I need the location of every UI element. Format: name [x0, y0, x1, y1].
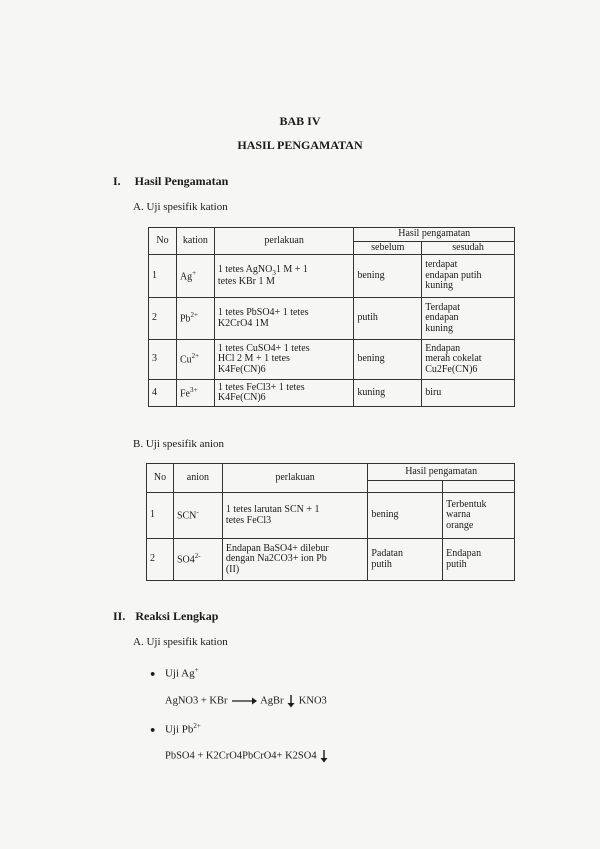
cell-no: 3	[149, 340, 177, 380]
section-1-title: Hasil Pengamatan	[134, 174, 229, 188]
subsection-a-title: Uji spesifik kation	[146, 201, 228, 213]
col-header-no: No	[149, 228, 177, 255]
cell-after: Terdapat endapan kuning	[422, 298, 515, 340]
cell-ion: $Pb^{2+}$	[176, 298, 214, 340]
table-header-row	[147, 464, 515, 481]
col-header-after: sesudah	[422, 241, 515, 255]
equation-product: AgBr	[260, 695, 284, 707]
cell-after: Endapan merah cokelat Cu2Fe(CN)6	[422, 340, 515, 380]
col-header-treatment: perlakuan	[214, 228, 353, 255]
anion-table	[146, 463, 515, 581]
cell-after: Endapan putih	[443, 539, 515, 581]
reaction-item: ● Uji $Pb^{2+}$	[150, 722, 201, 736]
table-header-row	[149, 228, 515, 242]
precipitate-arrow-icon	[286, 694, 296, 708]
col-header-before-empty	[368, 481, 443, 493]
table-row	[149, 298, 515, 340]
section-2-heading	[113, 609, 218, 624]
subsection-b-number: B.	[133, 438, 144, 450]
cell-no: 1	[147, 493, 174, 539]
cell-before: putih	[354, 298, 422, 340]
col-header-after-empty	[443, 481, 515, 493]
table-row	[149, 340, 515, 380]
cell-before: bening	[354, 340, 422, 380]
cell-treatment: 1 tetes FeCl3+ 1 tetes K4Fe(CN)6	[214, 380, 353, 407]
cell-treatment: 1 tetes PbSO4+ 1 tetes K2CrO4 1M	[214, 298, 353, 340]
cell-ion: $SO4^{2-}$	[173, 539, 222, 581]
col-header-anion: anion	[173, 464, 222, 493]
reaction-arrow-icon	[230, 696, 258, 706]
bullet-icon: ●	[150, 668, 156, 679]
reaction-label: Uji Pb	[164, 723, 194, 736]
cell-after: Terbentuk warna orange	[443, 493, 515, 539]
cell-no: 4	[149, 380, 177, 407]
col-header-result: Hasil pengamatan	[368, 464, 515, 481]
cell-before: bening	[368, 493, 443, 539]
reaction-equation	[165, 694, 327, 708]
subsection-a2-title: Uji spesifik kation	[146, 636, 228, 648]
cell-treatment: Endapan BaSO4+ dilebur dengan Na2CO3+ ion Pb (II)	[222, 539, 367, 581]
subsection-b-heading	[133, 438, 224, 450]
cell-before: bening	[354, 255, 422, 298]
reaction-item: ● Uji Ag+	[150, 666, 199, 680]
cation-table	[148, 227, 515, 407]
col-header-treatment: perlakuan	[222, 464, 367, 493]
cell-no: 2	[147, 539, 174, 581]
col-header-result: Hasil pengamatan	[354, 228, 515, 242]
table-row	[149, 255, 515, 298]
section-2-title: Reaksi Lengkap	[135, 609, 219, 623]
cell-treatment: 1 tetes CuSO4+ 1 tetes HCl 2 M + 1 tetes K4Fe(CN)6	[214, 340, 353, 380]
cell-no: 2	[149, 298, 177, 340]
cell-ion: $Cu^{2+}$	[176, 340, 214, 380]
reaction-label: Uji Ag	[164, 667, 195, 680]
cell-after: terdapat endapan putih kuning	[422, 255, 515, 298]
subsection-a2-heading	[133, 636, 228, 648]
section-2-number: II.	[113, 609, 126, 623]
subsection-a2-number: A.	[133, 636, 144, 648]
equation-reactants: AgNO3 + KBr	[165, 695, 228, 707]
table-row	[147, 539, 515, 581]
equation-byproduct: KNO3	[298, 695, 327, 707]
subsection-a-heading	[133, 201, 228, 213]
chapter-title: HASIL PENGAMATAN	[237, 138, 363, 152]
bullet-icon: ●	[150, 724, 156, 735]
col-header-cation: kation	[176, 228, 214, 255]
cell-after: biru	[422, 380, 515, 407]
cell-treatment: 1 tetes larutan SCN + 1 tetes FeCl3	[222, 493, 367, 539]
equation-text: PbSO4 + K2CrO4PbCrO4+ K2SO4	[165, 750, 317, 762]
cell-ion: SCN-	[173, 493, 222, 539]
table-row	[147, 493, 515, 539]
col-header-no: No	[147, 464, 174, 493]
cell-ion: $Fe^{3+}$	[176, 380, 214, 407]
subsection-a-number: A.	[133, 201, 144, 213]
cell-before: kuning	[354, 380, 422, 407]
col-header-before: sebelum	[354, 241, 422, 255]
precipitate-arrow-icon	[319, 749, 329, 763]
cell-no: 1	[149, 255, 177, 298]
section-1-heading	[113, 174, 228, 189]
cell-before: Padatan putih	[368, 539, 443, 581]
section-1-number: I.	[113, 174, 121, 188]
table-row	[149, 380, 515, 407]
subsection-b-title: Uji spesifik anion	[145, 438, 225, 450]
chapter-number: BAB IV	[279, 114, 321, 128]
cell-ion: Ag+	[176, 255, 214, 298]
reaction-equation	[165, 749, 329, 763]
cell-treatment: 1 tetes AgNO$_3$1 M + 1 tetes KBr 1 M	[214, 255, 353, 298]
